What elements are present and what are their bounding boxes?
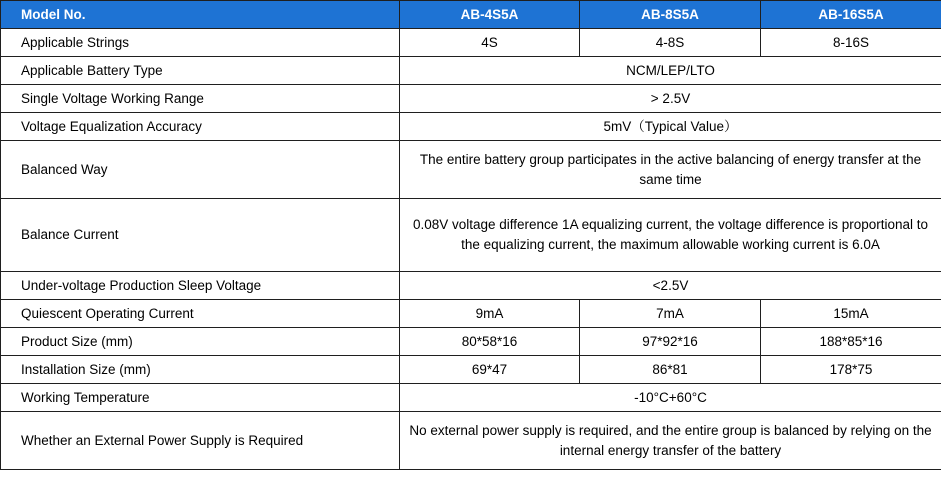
- table-row-sleep-voltage: [1, 272, 941, 300]
- cell-value: 178*75: [761, 356, 941, 384]
- cell-value: 4S: [400, 29, 580, 57]
- table-row-voltage-range: [1, 85, 941, 113]
- row-label: Working Temperature: [1, 384, 400, 412]
- table-row-battery-type: [1, 57, 941, 85]
- row-label: Quiescent Operating Current: [1, 300, 400, 328]
- header-model-ab-4s5a: AB-4S5A: [400, 1, 580, 29]
- table-row-balance-current: [1, 199, 941, 272]
- header-row: [1, 1, 941, 29]
- cell-value: 7mA: [580, 300, 761, 328]
- cell-value: -10°C+60°C: [400, 384, 941, 412]
- row-label: Product Size (mm): [1, 328, 400, 356]
- cell-value: NCM/LEP/LTO: [400, 57, 941, 85]
- cell-value: 0.08V voltage difference 1A equalizing current, the voltage difference is proportional to the equalizing current, the maximum allowable working current is 6.0A: [400, 199, 941, 272]
- row-label: Single Voltage Working Range: [1, 85, 400, 113]
- table-row-installation-size: [1, 356, 941, 384]
- row-label: Balanced Way: [1, 141, 400, 199]
- cell-value: 15mA: [761, 300, 941, 328]
- cell-value: > 2.5V: [400, 85, 941, 113]
- cell-value: No external power supply is required, and the entire group is balanced by relying on the internal energy transfer of the battery: [400, 412, 941, 470]
- header-model-no: Model No.: [1, 1, 400, 29]
- row-label: Applicable Battery Type: [1, 57, 400, 85]
- cell-value: 9mA: [400, 300, 580, 328]
- cell-value: 69*47: [400, 356, 580, 384]
- cell-value: 97*92*16: [580, 328, 761, 356]
- table-row-balanced-way: [1, 141, 941, 199]
- table-row-product-size: [1, 328, 941, 356]
- cell-value: The entire battery group participates in the active balancing of energy transfer at the same time: [400, 141, 941, 199]
- table-row-applicable-strings: [1, 29, 941, 57]
- cell-value: <2.5V: [400, 272, 941, 300]
- table-row-equalization-accuracy: [1, 113, 941, 141]
- cell-value: 5mV（Typical Value）: [400, 113, 941, 141]
- row-label: Applicable Strings: [1, 29, 400, 57]
- header-model-ab-16s5a: AB-16S5A: [761, 1, 941, 29]
- cell-value: 4-8S: [580, 29, 761, 57]
- row-label: Under-voltage Production Sleep Voltage: [1, 272, 400, 300]
- table-row-quiescent-current: [1, 300, 941, 328]
- cell-value: 80*58*16: [400, 328, 580, 356]
- table-row-working-temperature: [1, 384, 941, 412]
- row-label: Installation Size (mm): [1, 356, 400, 384]
- cell-value: 8-16S: [761, 29, 941, 57]
- row-label: Balance Current: [1, 199, 400, 272]
- row-label: Whether an External Power Supply is Required: [1, 412, 400, 470]
- table-row-external-power: [1, 412, 941, 470]
- cell-value: 188*85*16: [761, 328, 941, 356]
- row-label: Voltage Equalization Accuracy: [1, 113, 400, 141]
- header-model-ab-8s5a: AB-8S5A: [580, 1, 761, 29]
- cell-value: 86*81: [580, 356, 761, 384]
